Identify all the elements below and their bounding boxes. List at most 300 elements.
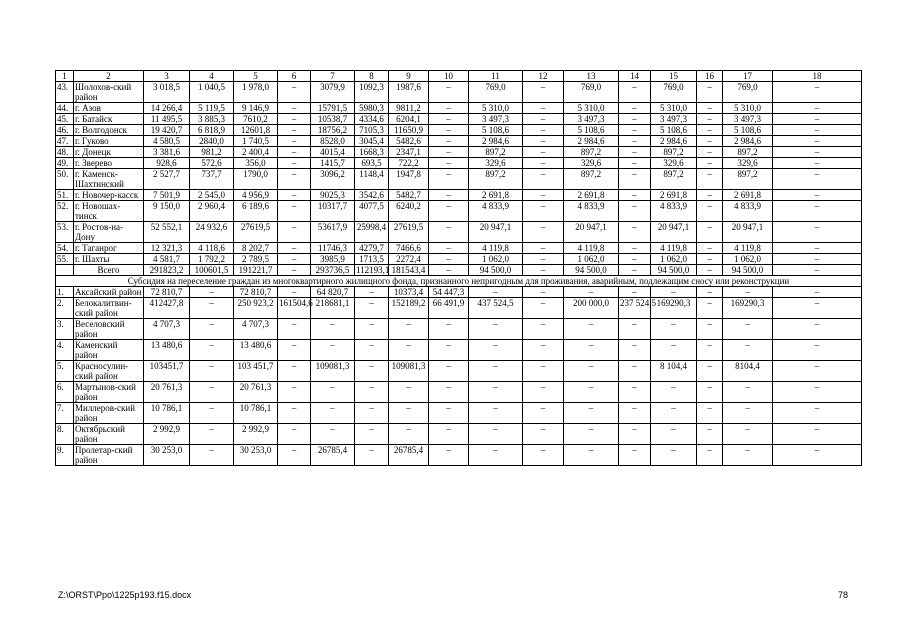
- table-row-cell: г. Гуково: [74, 136, 144, 147]
- table-row: [56, 125, 862, 136]
- table-row-cell: –: [469, 319, 523, 340]
- table-row-cell: 2.: [56, 298, 74, 319]
- total-row-cell: –: [523, 265, 564, 276]
- table-row: [56, 287, 862, 298]
- table-row-cell: –: [190, 319, 234, 340]
- table-row-cell: –: [355, 298, 389, 319]
- table-row-cell: 8 202,7: [234, 243, 278, 254]
- table-row-cell: 20 761,3: [234, 382, 278, 403]
- table-row-cell: 54.: [56, 243, 74, 254]
- table-row-cell: 1148,4: [355, 169, 389, 190]
- table-row-cell: 2 691,8: [564, 190, 619, 201]
- table-row-cell: –: [278, 190, 311, 201]
- table-row-cell: 737,7: [190, 169, 234, 190]
- table-row-cell: 27619,5: [389, 222, 429, 243]
- total-row-cell: 181543,4: [389, 265, 429, 276]
- table-row-cell: 4015,4: [311, 147, 355, 158]
- table-row-cell: 3 497,3: [723, 114, 773, 125]
- table-row-cell: –: [523, 190, 564, 201]
- table-row-cell: –: [697, 82, 723, 103]
- table-row-cell: –: [697, 340, 723, 361]
- table-row-cell: 2 984,6: [469, 136, 523, 147]
- table-row: [56, 169, 862, 190]
- table-row-cell: 2 691,8: [723, 190, 773, 201]
- table-row-cell: –: [773, 201, 862, 222]
- table-row-cell: 3 497,3: [564, 114, 619, 125]
- table-row-cell: –: [619, 445, 651, 466]
- table-row-cell: 55.: [56, 254, 74, 265]
- table-row-cell: –: [697, 169, 723, 190]
- table-row-cell: 4279,7: [355, 243, 389, 254]
- table-row-cell: –: [278, 287, 311, 298]
- table-row-cell: г. Зверево: [74, 158, 144, 169]
- table-row-cell: –: [723, 403, 773, 424]
- table-row-cell: 18756,2: [311, 125, 355, 136]
- table-row-cell: 329,6: [723, 158, 773, 169]
- table-row-cell: 5482,7: [389, 190, 429, 201]
- table-row-cell: –: [523, 158, 564, 169]
- table-row-cell: –: [723, 287, 773, 298]
- table-row-cell: 1.: [56, 287, 74, 298]
- table-row-cell: –: [355, 361, 389, 382]
- table-row-cell: –: [619, 136, 651, 147]
- table-row-cell: г. Шахты: [74, 254, 144, 265]
- table-row-cell: 11650,9: [389, 125, 429, 136]
- table-row-cell: –: [523, 319, 564, 340]
- table-row: [56, 382, 862, 403]
- table-row-cell: –: [278, 201, 311, 222]
- table-row-cell: 53617,9: [311, 222, 355, 243]
- table-row: [56, 340, 862, 361]
- table-row-cell: 693,5: [355, 158, 389, 169]
- table-row: [56, 190, 862, 201]
- table-row-cell: –: [278, 340, 311, 361]
- header-row-cell: 7: [311, 71, 355, 82]
- table-row-cell: 6240,2: [389, 201, 429, 222]
- table-row-cell: –: [697, 424, 723, 445]
- table-row-cell: 169290,3: [651, 298, 697, 319]
- table-row-cell: 897,2: [469, 147, 523, 158]
- table-row-cell: 10373,4: [389, 287, 429, 298]
- total-row-cell: 100601,5: [190, 265, 234, 276]
- header-row-cell: 10: [429, 71, 469, 82]
- table-row-cell: –: [619, 254, 651, 265]
- header-row-cell: 6: [278, 71, 311, 82]
- table-row-cell: 1 740,5: [234, 136, 278, 147]
- table-row-cell: 2 545,0: [190, 190, 234, 201]
- table-row-cell: –: [564, 361, 619, 382]
- table-row-cell: 3 497,3: [469, 114, 523, 125]
- table-row-cell: –: [697, 147, 723, 158]
- table-row-cell: –: [278, 319, 311, 340]
- table-row-cell: 7610,2: [234, 114, 278, 125]
- table-row-cell: –: [773, 287, 862, 298]
- table-row-cell: –: [697, 222, 723, 243]
- table-row-cell: –: [773, 147, 862, 158]
- table-row-cell: –: [697, 243, 723, 254]
- table-row-cell: 4 833,9: [651, 201, 697, 222]
- header-row-cell: 16: [697, 71, 723, 82]
- table-row-cell: 5 310,0: [723, 103, 773, 114]
- table-row-cell: 5 108,6: [651, 125, 697, 136]
- table-row-cell: 11746,3: [311, 243, 355, 254]
- table-row-cell: –: [773, 243, 862, 254]
- table-row-cell: –: [523, 298, 564, 319]
- table-row-cell: 20 947,1: [564, 222, 619, 243]
- table-row-cell: –: [429, 136, 469, 147]
- section-title: Субсидия на переселение граждан из многоквартирного жилищного фонда, признанного непригодным для проживания, аварийным, подлежащим сносу или реконструкции: [56, 276, 862, 287]
- table-row-cell: –: [773, 190, 862, 201]
- table-row-cell: –: [355, 340, 389, 361]
- table-row-cell: –: [469, 445, 523, 466]
- table-row-cell: 4 119,8: [651, 243, 697, 254]
- table-row-cell: –: [429, 147, 469, 158]
- table-row-cell: –: [278, 125, 311, 136]
- table-row-cell: –: [190, 382, 234, 403]
- table-row-cell: 4 119,8: [469, 243, 523, 254]
- table-row: [56, 147, 862, 158]
- table-row-cell: –: [355, 403, 389, 424]
- table-row-cell: 13 480,6: [234, 340, 278, 361]
- table-row-cell: 1 062,0: [469, 254, 523, 265]
- table-row-cell: 769,0: [723, 82, 773, 103]
- table-row-cell: –: [651, 382, 697, 403]
- table-row-cell: 2 984,6: [564, 136, 619, 147]
- table-row-cell: Белокалитвин-ский район: [74, 298, 144, 319]
- table-row-cell: 329,6: [564, 158, 619, 169]
- table-row-cell: –: [389, 340, 429, 361]
- table-row-cell: 218681,1: [311, 298, 355, 319]
- table-row-cell: 981,2: [190, 147, 234, 158]
- table-row-cell: –: [469, 340, 523, 361]
- total-row-cell: 94 500,0: [469, 265, 523, 276]
- table-row-cell: г. Новочер-касск: [74, 190, 144, 201]
- table-row-cell: –: [311, 424, 355, 445]
- table-row-cell: –: [311, 382, 355, 403]
- table-row-cell: –: [697, 445, 723, 466]
- table-row-cell: –: [523, 169, 564, 190]
- table-row-cell: 10 786,1: [144, 403, 190, 424]
- table-row-cell: 72 810,7: [144, 287, 190, 298]
- table-row-cell: 897,2: [651, 147, 697, 158]
- table-row-cell: –: [190, 424, 234, 445]
- table-row-cell: 1 040,5: [190, 82, 234, 103]
- table-row-cell: –: [619, 403, 651, 424]
- header-row-cell: 4: [190, 71, 234, 82]
- table-row-cell: –: [190, 403, 234, 424]
- table-row-cell: 25998,4: [355, 222, 389, 243]
- table-row-cell: 6.: [56, 382, 74, 403]
- table-row-cell: –: [697, 403, 723, 424]
- table-row-cell: –: [773, 382, 862, 403]
- table-row-cell: 10317,7: [311, 201, 355, 222]
- table-row-cell: –: [523, 114, 564, 125]
- table-row-cell: –: [278, 103, 311, 114]
- table-row-cell: –: [619, 82, 651, 103]
- table-row-cell: 52 552,1: [144, 222, 190, 243]
- table-row-cell: –: [355, 382, 389, 403]
- table-row-cell: –: [723, 319, 773, 340]
- table-row-cell: –: [278, 403, 311, 424]
- table-row-cell: –: [311, 319, 355, 340]
- table-row-cell: Шолохов-ский район: [74, 82, 144, 103]
- table-row-cell: 8528,0: [311, 136, 355, 147]
- table-row-cell: 9025,3: [311, 190, 355, 201]
- table-row-cell: 9811,2: [389, 103, 429, 114]
- table-row-cell: 897,2: [564, 147, 619, 158]
- header-row-cell: 5: [234, 71, 278, 82]
- table-row-cell: 72 810,7: [234, 287, 278, 298]
- table-row-cell: 897,2: [651, 169, 697, 190]
- data-table: [55, 70, 862, 466]
- table-row-cell: 13 480,6: [144, 340, 190, 361]
- table-row-cell: –: [278, 254, 311, 265]
- table-row-cell: –: [651, 319, 697, 340]
- table-row-cell: 769,0: [564, 82, 619, 103]
- table-row-cell: –: [697, 190, 723, 201]
- table-row-cell: 4077,5: [355, 201, 389, 222]
- table-row-cell: 4 118,6: [190, 243, 234, 254]
- table-row-cell: 45.: [56, 114, 74, 125]
- table-row-cell: Миллеров-ский район: [74, 403, 144, 424]
- table-row-cell: –: [619, 243, 651, 254]
- table-row-cell: 54 447,3: [429, 287, 469, 298]
- table-row-cell: –: [523, 287, 564, 298]
- table-row-cell: –: [469, 287, 523, 298]
- table-row-cell: –: [697, 103, 723, 114]
- table-row-cell: 4 580,5: [144, 136, 190, 147]
- table-row-cell: –: [523, 103, 564, 114]
- table-row-cell: 8104,4: [723, 361, 773, 382]
- table-row-cell: –: [773, 136, 862, 147]
- table-row-cell: 2 992,9: [144, 424, 190, 445]
- table-row-cell: 412427,8: [144, 298, 190, 319]
- table-row-cell: 4 956,9: [234, 190, 278, 201]
- table-row-cell: 4 119,8: [723, 243, 773, 254]
- table-row-cell: –: [429, 190, 469, 201]
- table-row-cell: –: [429, 340, 469, 361]
- table-row-cell: –: [389, 319, 429, 340]
- table-row-cell: –: [190, 445, 234, 466]
- table-row-cell: 5 108,6: [564, 125, 619, 136]
- total-row-cell: 191221,7: [234, 265, 278, 276]
- table-row-cell: 109081,3: [311, 361, 355, 382]
- table-row-cell: 4 119,8: [564, 243, 619, 254]
- header-row-cell: 11: [469, 71, 523, 82]
- table-row-cell: –: [190, 287, 234, 298]
- table-row-cell: –: [619, 125, 651, 136]
- table-row-cell: –: [429, 114, 469, 125]
- table-row: [56, 403, 862, 424]
- total-row-cell: 94 500,0: [564, 265, 619, 276]
- table-row-cell: –: [278, 136, 311, 147]
- table-row-cell: –: [355, 445, 389, 466]
- table-row-cell: 2 984,6: [651, 136, 697, 147]
- table-row-cell: 20 761,3: [144, 382, 190, 403]
- table-row-cell: –: [619, 424, 651, 445]
- table-row-cell: –: [523, 382, 564, 403]
- table-row-cell: –: [190, 298, 234, 319]
- table-row-cell: –: [278, 82, 311, 103]
- table-row-cell: 5 310,0: [469, 103, 523, 114]
- table-row-cell: –: [723, 424, 773, 445]
- table-row-cell: 4 833,9: [469, 201, 523, 222]
- table-row-cell: –: [773, 424, 862, 445]
- table-row-cell: –: [278, 361, 311, 382]
- table-row-cell: 3.: [56, 319, 74, 340]
- header-row-cell: 15: [651, 71, 697, 82]
- table-row-cell: –: [697, 361, 723, 382]
- table-row-cell: 4 833,9: [723, 201, 773, 222]
- table-row-cell: –: [278, 158, 311, 169]
- table-row-cell: 9.: [56, 445, 74, 466]
- table-row-cell: –: [429, 243, 469, 254]
- table-row-cell: 12601,8: [234, 125, 278, 136]
- table-row-cell: –: [523, 222, 564, 243]
- table-row-cell: 8.: [56, 424, 74, 445]
- table-row-cell: –: [523, 136, 564, 147]
- table-row-cell: –: [429, 382, 469, 403]
- table-row-cell: 897,2: [469, 169, 523, 190]
- table-row-cell: 3 497,3: [651, 114, 697, 125]
- table-row-cell: –: [773, 169, 862, 190]
- table-row-cell: 50.: [56, 169, 74, 190]
- table-row-cell: Аксайский район: [74, 287, 144, 298]
- table-row-cell: –: [619, 103, 651, 114]
- table-row-cell: 4334,6: [355, 114, 389, 125]
- table-row-cell: 5 108,6: [469, 125, 523, 136]
- table-row-cell: 5 119,5: [190, 103, 234, 114]
- header-row-cell: 3: [144, 71, 190, 82]
- table-row-cell: –: [278, 222, 311, 243]
- table-row-cell: –: [523, 340, 564, 361]
- table-row-cell: 10 786,1: [234, 403, 278, 424]
- table-row-cell: –: [311, 403, 355, 424]
- table-row-cell: 1790,0: [234, 169, 278, 190]
- table-row-cell: 4 581,7: [144, 254, 190, 265]
- table-row-cell: –: [429, 445, 469, 466]
- table-row-cell: 200 000,0: [564, 298, 619, 319]
- table-row-cell: 30 253,0: [234, 445, 278, 466]
- table-row-cell: 722,2: [389, 158, 429, 169]
- header-row-cell: 1: [56, 71, 74, 82]
- total-row-cell: 291823,2: [144, 265, 190, 276]
- table-row-cell: –: [278, 382, 311, 403]
- table-row-cell: –: [564, 445, 619, 466]
- table-row-cell: 1987,6: [389, 82, 429, 103]
- table-row-cell: –: [523, 361, 564, 382]
- table-row-cell: –: [773, 222, 862, 243]
- table-row: [56, 114, 862, 125]
- table-row-cell: 1 792,2: [190, 254, 234, 265]
- table-row-cell: 19 420,7: [144, 125, 190, 136]
- table-row-cell: –: [619, 114, 651, 125]
- table-row-cell: –: [278, 114, 311, 125]
- table-row-cell: 27619,5: [234, 222, 278, 243]
- table-row-cell: 44.: [56, 103, 74, 114]
- table-row-cell: –: [697, 201, 723, 222]
- table-row-cell: –: [697, 382, 723, 403]
- table-row-cell: 5 310,0: [564, 103, 619, 114]
- header-row: [56, 71, 862, 82]
- table-row-cell: –: [619, 147, 651, 158]
- table-row-cell: 437 524,5: [469, 298, 523, 319]
- table-row-cell: –: [773, 445, 862, 466]
- header-row-cell: 9: [389, 71, 429, 82]
- table-row-cell: –: [355, 424, 389, 445]
- footer-file-path: Z:\ORST\Ppo\1225p193.f15.docx: [58, 590, 192, 600]
- table-row-cell: 26785,4: [389, 445, 429, 466]
- table-row-cell: 3 018,5: [144, 82, 190, 103]
- table-row-cell: –: [697, 319, 723, 340]
- table-row-cell: –: [773, 82, 862, 103]
- table-row-cell: –: [619, 222, 651, 243]
- table-row-cell: 2840,0: [190, 136, 234, 147]
- table-row-cell: –: [619, 319, 651, 340]
- table-body: [56, 71, 862, 466]
- table-row-cell: 3079,9: [311, 82, 355, 103]
- table-row-cell: 24 932,6: [190, 222, 234, 243]
- table-row-cell: 2 527,7: [144, 169, 190, 190]
- table-row-cell: –: [773, 158, 862, 169]
- table-row-cell: 109081,3: [389, 361, 429, 382]
- table-row-cell: –: [429, 403, 469, 424]
- table-row-cell: Пролетар-ский район: [74, 445, 144, 466]
- header-row-cell: 8: [355, 71, 389, 82]
- table-row-cell: 51.: [56, 190, 74, 201]
- table-row-cell: г. Донецк: [74, 147, 144, 158]
- table-row-cell: 2 960,4: [190, 201, 234, 222]
- table-row-cell: 161504,6: [278, 298, 311, 319]
- table-row: [56, 158, 862, 169]
- table-row-cell: –: [469, 424, 523, 445]
- table-row-cell: 2272,4: [389, 254, 429, 265]
- table-row-cell: 1092,3: [355, 82, 389, 103]
- table-row-cell: –: [190, 340, 234, 361]
- total-row-cell: –: [429, 265, 469, 276]
- section-row: [56, 276, 862, 287]
- table-row-cell: 14 266,4: [144, 103, 190, 114]
- table-row-cell: 1 062,0: [651, 254, 697, 265]
- table-row-cell: –: [773, 340, 862, 361]
- table-row-cell: 46.: [56, 125, 74, 136]
- table-row-cell: –: [429, 254, 469, 265]
- table-row: [56, 319, 862, 340]
- table-row-cell: 12 321,3: [144, 243, 190, 254]
- table-row-cell: –: [619, 169, 651, 190]
- table-row-cell: 3985,9: [311, 254, 355, 265]
- table-row-cell: Октябрьский район: [74, 424, 144, 445]
- table-row-cell: –: [564, 424, 619, 445]
- table-row-cell: 5 310,0: [651, 103, 697, 114]
- table-row-cell: г. Ростов-на-Дону: [74, 222, 144, 243]
- table-row-cell: –: [773, 125, 862, 136]
- table-row-cell: –: [697, 136, 723, 147]
- table-row-cell: 1 062,0: [564, 254, 619, 265]
- table-row-cell: 47.: [56, 136, 74, 147]
- table-row-cell: –: [523, 201, 564, 222]
- table-row-cell: 49.: [56, 158, 74, 169]
- table-row-cell: –: [429, 319, 469, 340]
- table-row-cell: 4.: [56, 340, 74, 361]
- table-row-cell: 5980,3: [355, 103, 389, 114]
- header-row-cell: 18: [773, 71, 862, 82]
- table-row-cell: 4 707,3: [234, 319, 278, 340]
- table-row-cell: 48.: [56, 147, 74, 158]
- table-row-cell: –: [619, 361, 651, 382]
- table-row-cell: –: [429, 201, 469, 222]
- table-row-cell: 15791,5: [311, 103, 355, 114]
